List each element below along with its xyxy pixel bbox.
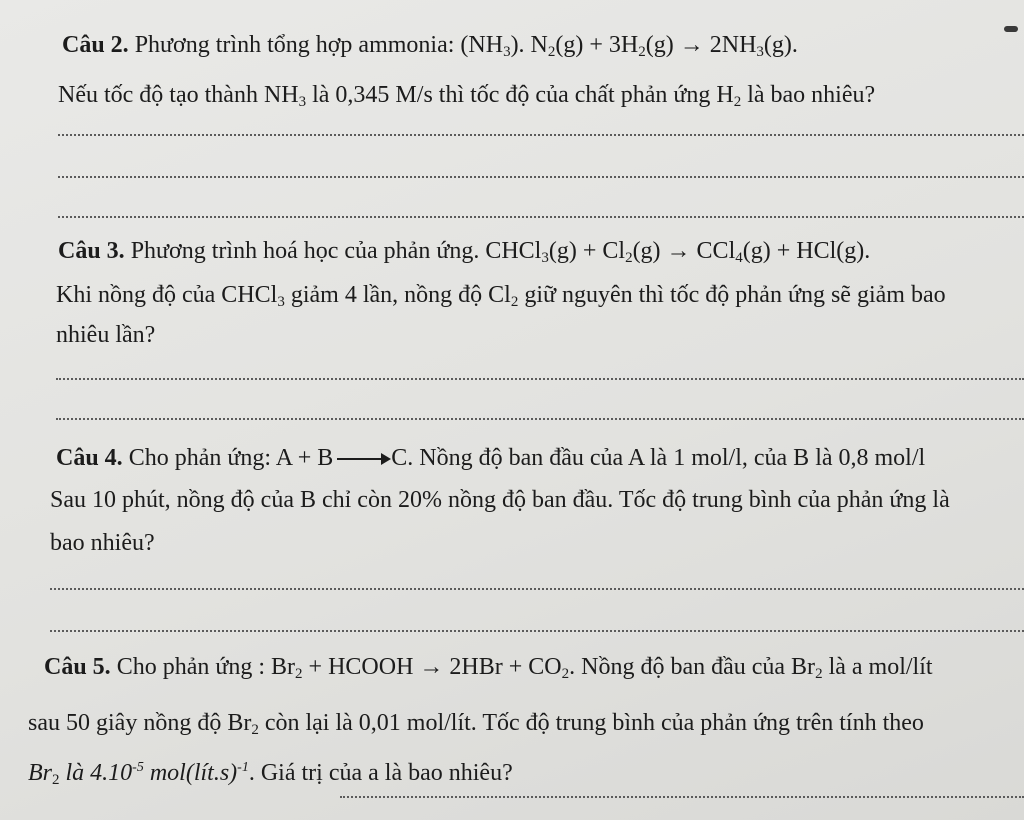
reaction-arrow-icon xyxy=(337,458,389,460)
answer-line xyxy=(50,588,1024,590)
q4-label: Câu 4. xyxy=(56,445,123,471)
corner-mark xyxy=(1004,26,1018,32)
answer-line xyxy=(56,378,1024,380)
q2-line-1: Câu 2. Phương trình tổng hợp ammonia: $(NH_3)$. $N_2(g) + 3H_2(g) \to 2NH_3(g)$. xyxy=(62,32,798,60)
q4-line-1: Câu 4. Cho phản ứng: A + B C. Nồng độ ban đầu của A là 1 mol/l, của B là 0,8 mol/l xyxy=(56,445,926,471)
q5-label: Câu 5. xyxy=(44,654,111,680)
q4-line-2: Sau 10 phút, nồng độ của B chỉ còn 20% nồng độ ban đầu. Tốc độ trung bình của phản ứng là xyxy=(50,487,950,513)
q3-line-1: Câu 3. Phương trình hoá học của phản ứng. CHCl$_3$(g) + $Cl_2(g) \to CCl_4(g) + HCl(g)$. xyxy=(58,238,871,266)
q3-line-2: Khi nồng độ của CHCl$_3$ giảm 4 lần, nồng độ $Cl_2$ giữ nguyên thì tốc độ phản ứng sẽ giảm bao xyxy=(56,282,946,310)
answer-line xyxy=(50,630,1024,632)
q3-line-3: nhiêu lần? xyxy=(56,322,156,348)
answer-line xyxy=(58,216,1024,218)
q5-line-2: sau 50 giây nồng độ $Br_2$ còn lại là 0,01 mol/lít. Tốc độ trung bình của phản ứng trên tính theo xyxy=(28,710,924,738)
answer-line xyxy=(58,176,1024,178)
q5-line-3: $Br_2$ là $4.10^{-5}$ mol(lít.s)$^{-1}$. Giá trị của a là bao nhiêu? xyxy=(28,760,513,788)
answer-line xyxy=(56,418,1024,420)
answer-line xyxy=(58,134,1024,136)
q5-line-1: Câu 5. Cho phản ứng : $Br_2$ + HCOOH → $2HBr + CO_2$. Nồng độ ban đầu của $Br_2$ là a mol/lít xyxy=(44,654,933,682)
q2-label: Câu 2. xyxy=(62,32,129,58)
answer-line xyxy=(340,796,1024,798)
q3-label: Câu 3. xyxy=(58,238,125,264)
q4-line-3: bao nhiêu? xyxy=(50,530,155,556)
q2-line-2: Nếu tốc độ tạo thành $NH_3$ là 0,345 M/s thì tốc độ của chất phản ứng $H_2$ là bao nhiêu? xyxy=(58,82,876,110)
